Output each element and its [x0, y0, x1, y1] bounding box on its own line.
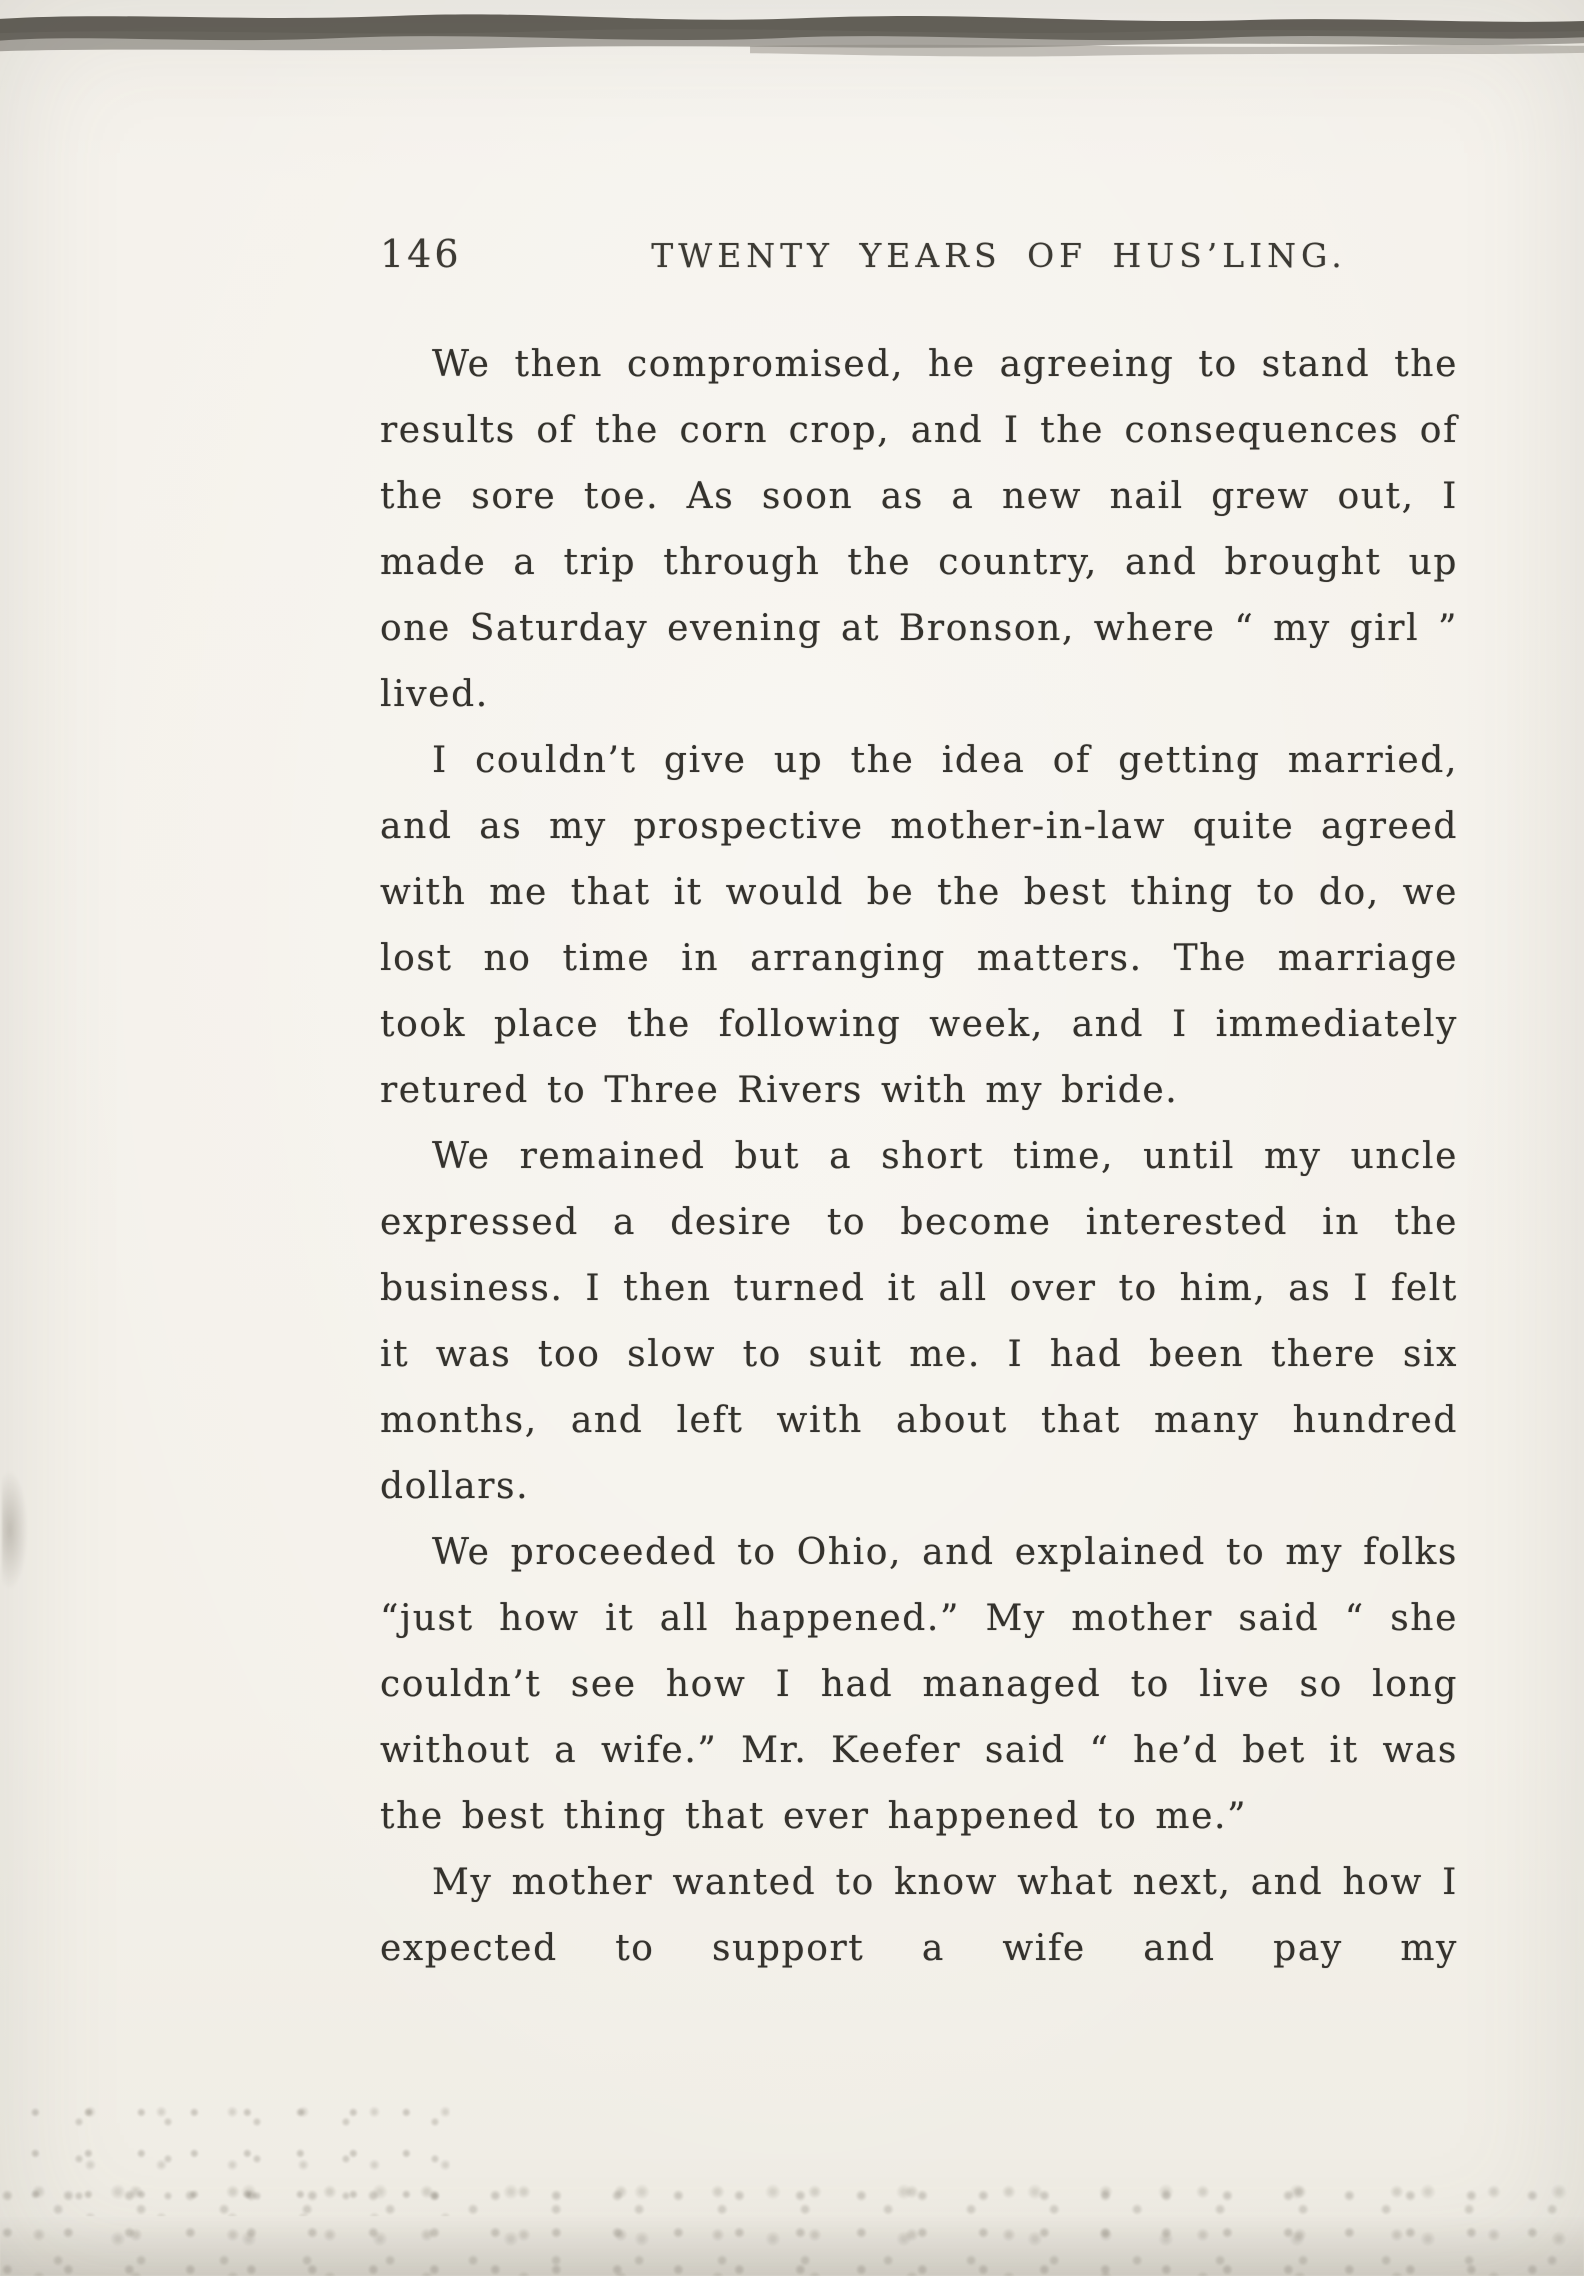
body-paragraph: I couldn’t give up the idea of getting married, and as my prospective mother-in-law quite agreed with me that it would be the best thing to do, we lost no time in arranging matters. The marriage took place the following week, and I immediately retured to Three Rivers with my bride.: [380, 740, 1458, 1111]
running-title: TWENTY YEARS OF HUS’LING.: [651, 236, 1347, 275]
page-header: [380, 232, 1458, 276]
body-paragraph: We proceeded to Ohio, and explained to my folks “just how it all happened.” My mother said “ she couldn’t see how I had managed to live so long without a wife.” Mr. Keefer said “ he’d bet it was the best thing that ever happened to me.”: [380, 1532, 1458, 1837]
body-paragraph: We then compromised, he agreeing to stand the results of the corn crop, and I the consequences of the sore toe. As soon as a new nail grew out, I made a trip through the country, and brought up one Saturday evening at Bronson, where “ my girl ” lived.: [380, 344, 1458, 715]
page-number: 146: [380, 232, 462, 276]
body-paragraph: My mother wanted to know what next, and how I expected to support a wife and pay my: [380, 1862, 1458, 1969]
scan-noise-smudge: [2, 1470, 28, 1590]
scan-bottom-noise-artifact: [0, 2166, 1584, 2276]
scan-top-edge-artifact: [0, 0, 1584, 84]
page-content: [380, 232, 1458, 1982]
page-body: [380, 332, 1458, 1982]
body-paragraph: We remained but a short time, until my uncle expressed a desire to become interested in the business. I then turned it all over to him, as I felt it was too slow to suit me. I had been there six months, and left with about that many hundred dollars.: [380, 1136, 1458, 1507]
